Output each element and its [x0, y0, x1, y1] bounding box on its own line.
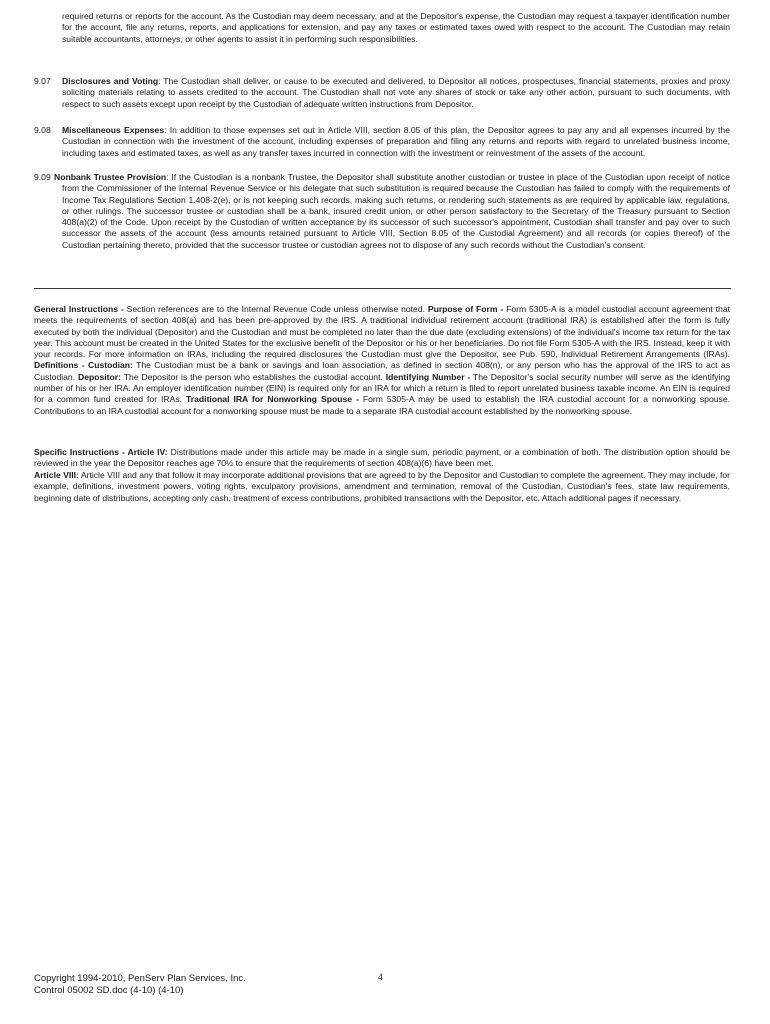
section-text: : The Custodian shall deliver, or cause to be executed and delivered, to Depositor all notices, prospectuses, financial statements, proxies and proxy soliciting materials relating to assets credited to the account. The Custodian shall not vote any shares of stock or take any other action, pursuant to such documents, with respect to such assets except upon receipt by the Custodian of adequate written instructions from Depositor. [62, 76, 730, 109]
footer-control-number: Control 05002 SD.doc (4-10) (4-10) [34, 985, 184, 996]
text: Form 5305-A is a model custodial account agreement that meets the requirements of section 408(a) and has been pre-approved by the IRS. A traditional individual retirement account (traditional IRA) is established after the form is fully executed by both the individual (Depositor) and the Custodian and must be completed no later than the due date (excluding extensions) of the individual's income tax return for the tax year. This account must be created in the United States for the exclusive benefit of the Depositor or his or her beneficiaries. Do not file Form 5305-A with the IRS. Instead, keep it with your records. For more information on IRAs, including the required disclosures the Custodian must give the Depositor, see Pub. 590, Individual Retirement Arrangements (IRAs). [34, 304, 730, 360]
section-number-9-09: 9.09 [34, 172, 51, 182]
heading-specific-instructions: Specific Instructions - Article IV: [34, 447, 168, 457]
heading-definitions-custodian: Definitions - Custodian: [34, 360, 133, 371]
heading-traditional-ira-nonworking-spouse: Traditional IRA for Nonworking Spouse - [186, 394, 359, 405]
paragraph-text: required returns or reports for the account. As the Custodian may deem necessary, and at the Depositor's expense, the Custodian may request a taxpayer identification number for the account, file any returns, reports, and applications for extension, and pay any taxes or estimated taxes owed with respect to the account. The Custodian may retain suitable accountants, attorneys, or other agents to assist it in performing such responsibilities. [62, 11, 730, 44]
section-9-07 [62, 76, 730, 110]
text: Distributions made under this article may be made in a single sum, periodic payment, or a combination of both. The distribution option should be reviewed in the year the Depositor reaches age 70½ to ensure that the requirements of section 408(a)(6) have been met. [34, 447, 730, 469]
section-heading: Nonbank Trustee Provision [54, 172, 167, 182]
section-heading: Disclosures and Voting [62, 76, 159, 86]
section-number-9-08: 9.08 [34, 125, 51, 135]
heading-depositor: Depositor: [77, 371, 121, 382]
section-text: : In addition to those expenses set out in Article VIII, section 8.05 of this plan, the Depositor agrees to pay any and all expenses incurred by the Custodian in connection with the investment of the account, including expenses of preparation and filing any returns and reports with regard to unrelated business income, including taxes and estimated taxes, as well as any transfer taxes incurred in connection with the investment or reinvestment of the assets of the account. [62, 125, 730, 158]
text: The Depositor is the person who establishes the custodial account. [120, 371, 386, 382]
section-number-9-07: 9.07 [34, 76, 51, 86]
text: Section references are to the Internal Revenue Code unless otherwise noted. [123, 304, 428, 314]
general-instructions [34, 304, 730, 417]
heading-article-viii: Article VIII: [34, 470, 79, 480]
section-heading: Miscellaneous Expenses [62, 125, 165, 135]
article-viii-instructions [34, 470, 730, 504]
footer-copyright: Copyright 1994-2010, PenServ Plan Services, Inc. [34, 973, 246, 984]
section-9-08 [62, 125, 730, 159]
section-9-06-continuation [62, 11, 730, 45]
heading-purpose-of-form: Purpose of Form - [427, 304, 504, 314]
page-number: 4 [378, 973, 383, 983]
divider-line [34, 288, 731, 289]
heading-identifying-number: Identifying Number - [385, 371, 471, 382]
section-text: : If the Custodian is a nonbank Trustee, the Depositor shall substitute another custodian or trustee in place of the Custodian upon receipt of notice from the Commissioner of the Internal Revenue Service or his delegate that such substitution is required because the Custodian has failed to comply with the requirements of Income Tax Regulations Section 1.408-2(e), or is not keeping such records, making such returns, or rendering such statements as are required by applicable law, regulations, or other rulings. The successor trustee or custodian shall be a bank, insured credit union, or other person satisfactory to the Secretary of the Treasury pursuant to Section 408(a)(2) of the Code. Upon receipt by the Custodian of written acceptance by its successor of such successor's appointment, Custodian shall transfer and pay over to such successor the assets of the account (less amounts retained pursuant to Article VIII, Section 8.05 of the Custodial Agreement) and all records (or copies thereof) of the Custodian pertaining thereto, provided that the successor trustee or custodian agrees not to dispose of any such records without the Custodian's consent. [62, 172, 731, 250]
text: Form 5305-A may be used to establish the IRA custodial account for a nonworking spouse. Contributions to an IRA custodial account for a nonworking spouse must be made to a separate IRA custodial account established by the nonworking spouse. [34, 394, 730, 416]
heading-general-instructions: General Instructions - [34, 304, 124, 314]
text: Article VIII and any that follow it may incorporate additional provisions that are agreed to by the Depositor and Custodian to complete the agreement. They may include, for example, definitions, investment powers, voting rights, exculpatory provisions, amendment and termination, removal of the Custodian, Custodian's fees, state law requirements, beginning date of distributions, accepting only cash, treatment of excess contributions, prohibited transactions with the Depositor, etc. Attach additional pages if necessary. [34, 470, 731, 503]
text: The Depositor's social security number will serve as the identifying number of his or her IRA. An employer identification number (EIN) is required only for an IRA for which a return is filed to report unrelated business taxable income. An EIN is required for a common fund created for IRAs. [34, 371, 730, 405]
specific-instructions [34, 447, 730, 470]
text: The Custodian must be a bank or savings and loan association, as defined in section 408(n), or any person who has the approval of the IRS to act as Custodian. [34, 360, 730, 382]
section-9-09 [54, 172, 730, 251]
